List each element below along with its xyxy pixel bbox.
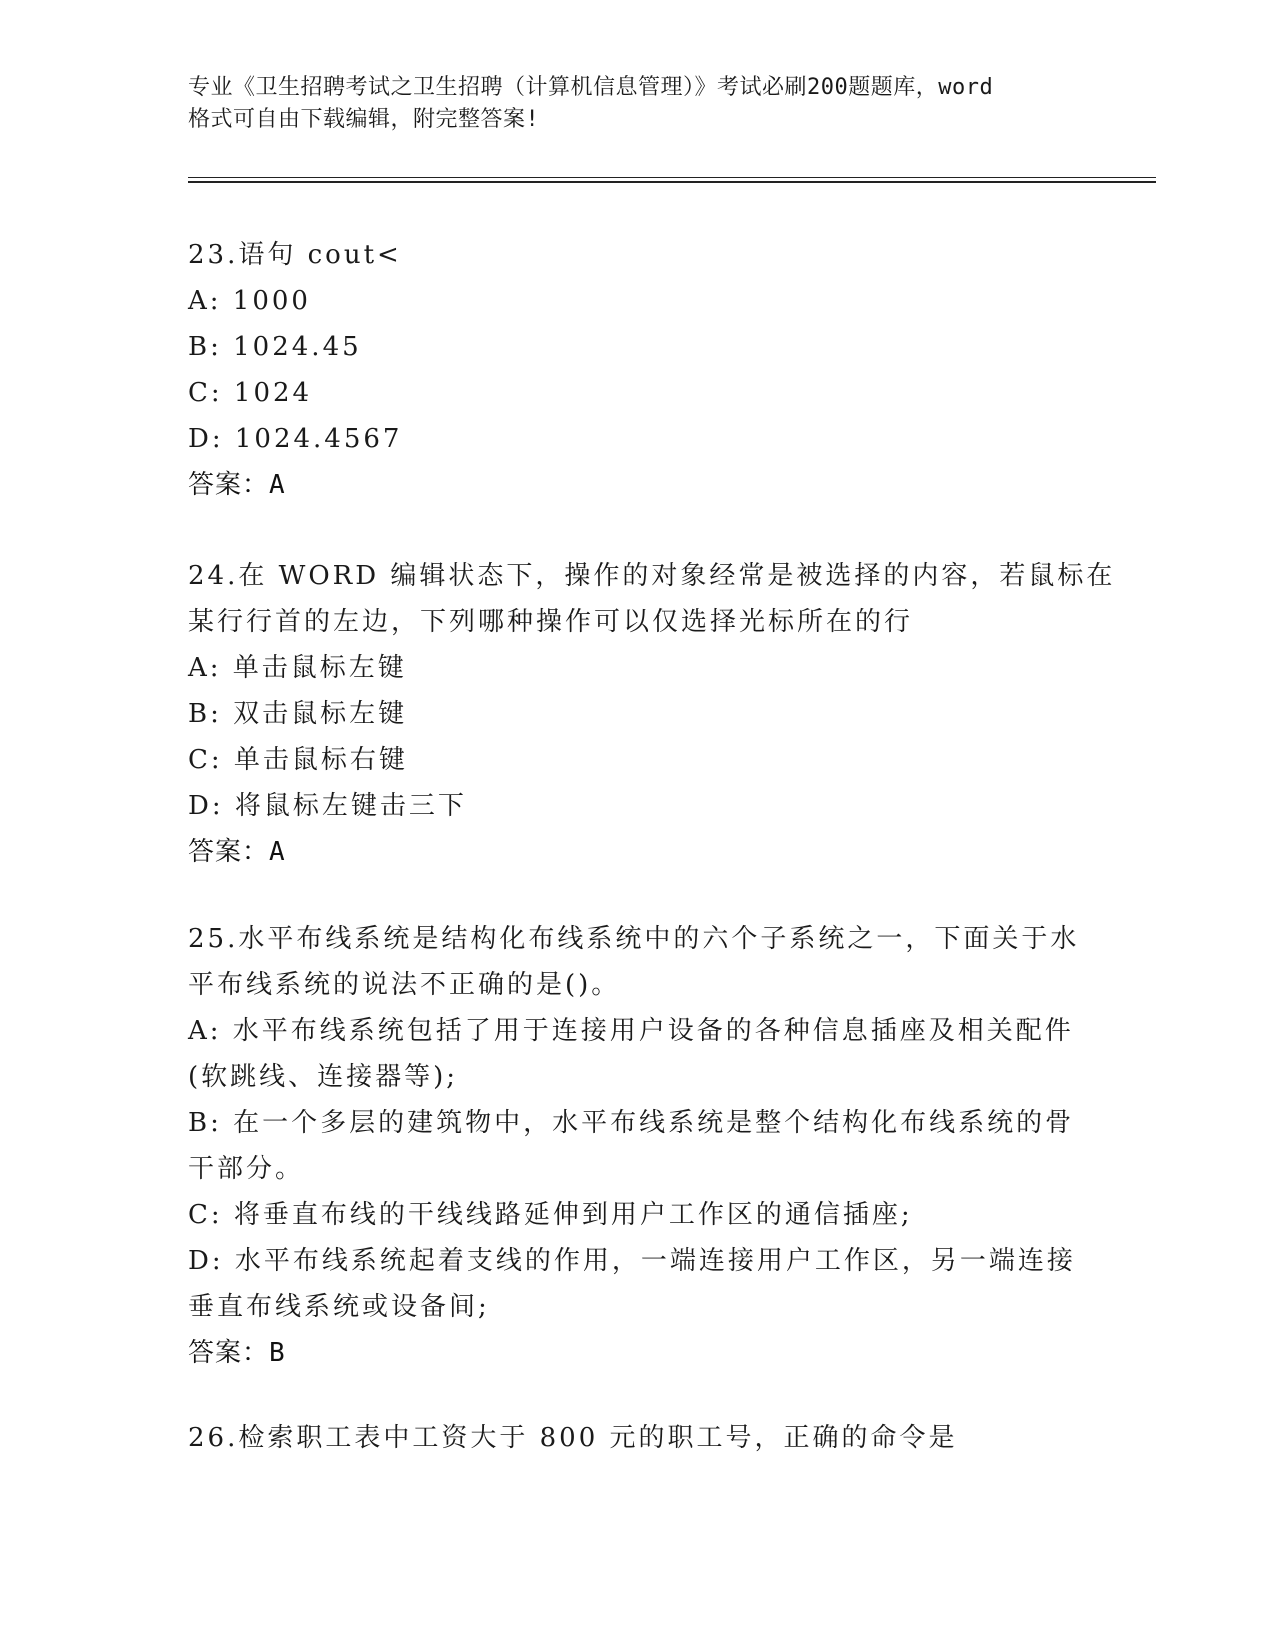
question-text: 26.检索职工表中工资大于 800 元的职工号，正确的命令是	[188, 1423, 958, 1453]
option-b-continued: 干部分。	[188, 1154, 305, 1184]
option-b: B: 1024.45	[188, 332, 362, 362]
header-line-1: 专业《卫生招聘考试之卫生招聘（计算机信息管理）》考试必刷200题题库，word	[188, 75, 994, 100]
question-text: 23.语句 cout<	[188, 240, 402, 270]
option-c: C: 将垂直布线的干线线路延伸到用户工作区的通信插座;	[188, 1200, 913, 1230]
option-d-continued: 垂直布线系统或设备间;	[188, 1292, 490, 1322]
header-divider-top	[188, 177, 1156, 178]
answer-text: 答案：A	[188, 837, 286, 867]
question-text: 25.水平布线系统是结构化布线系统中的六个子系统之一，下面关于水	[188, 924, 1080, 954]
header-divider-bottom	[188, 181, 1156, 183]
option-a: A: 单击鼠标左键	[188, 653, 407, 683]
question-24	[188, 553, 1116, 875]
option-a: A: 水平布线系统包括了用于连接用户设备的各种信息插座及相关配件	[188, 1016, 1074, 1046]
question-text-continued: 某行行首的左边，下列哪种操作可以仅选择光标所在的行	[188, 607, 914, 637]
option-d: D: 水平布线系统起着支线的作用，一端连接用户工作区，另一端连接	[188, 1246, 1076, 1276]
option-c: C: 1024	[188, 378, 313, 408]
question-text-continued: 平布线系统的说法不正确的是()。	[188, 970, 621, 1000]
question-26	[188, 1415, 1088, 1461]
answer-text: 答案：A	[188, 470, 286, 500]
option-a-continued: (软跳线、连接器等);	[188, 1062, 459, 1092]
option-d: D: 将鼠标左键击三下	[188, 791, 467, 821]
answer-text: 答案：B	[188, 1338, 286, 1368]
option-a: A: 1000	[188, 286, 311, 316]
header-line-2: 格式可自由下载编辑，附完整答案!	[188, 107, 540, 132]
option-b: B: 双击鼠标左键	[188, 699, 408, 729]
option-c: C: 单击鼠标右键	[188, 745, 408, 775]
question-text: 24.在 WORD 编辑状态下，操作的对象经常是被选择的内容，若鼠标在	[188, 561, 1116, 591]
option-b: B: 在一个多层的建筑物中，水平布线系统是整个结构化布线系统的骨	[188, 1108, 1075, 1138]
question-25	[188, 916, 1088, 1376]
document-header	[188, 72, 1088, 136]
question-23	[188, 232, 1088, 508]
option-d: D: 1024.4567	[188, 424, 403, 454]
